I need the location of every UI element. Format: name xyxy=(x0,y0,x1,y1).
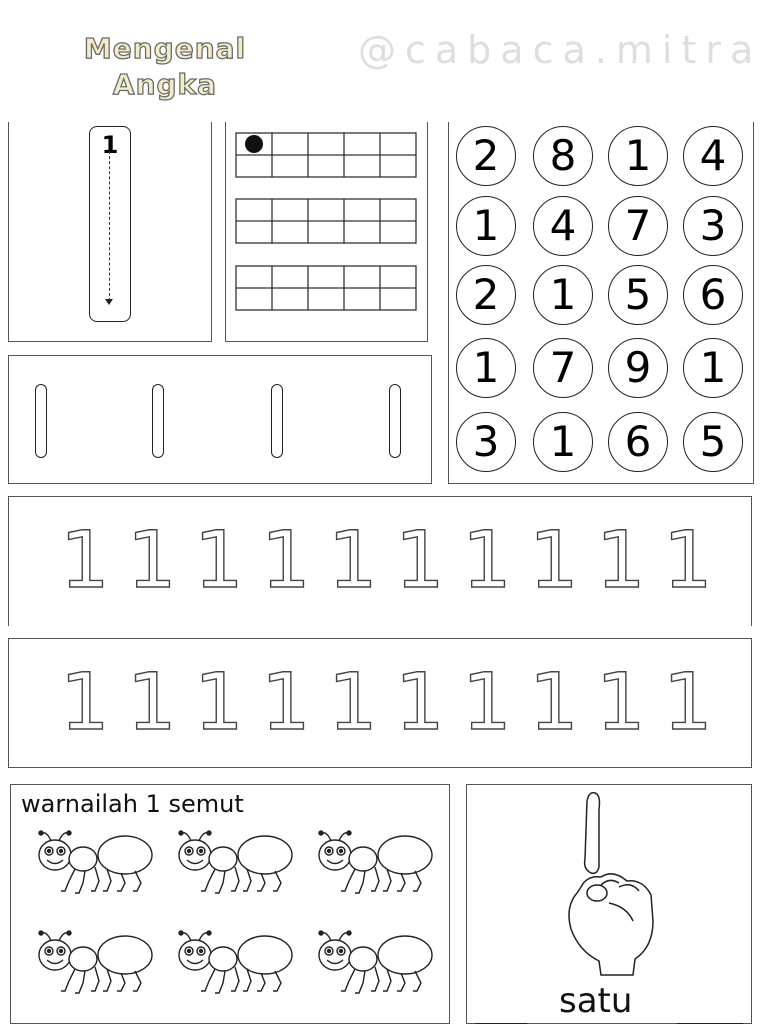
ant-drawing[interactable] xyxy=(39,931,152,993)
circled-number[interactable]: 9 xyxy=(608,338,668,398)
traceable-digit[interactable]: 1 xyxy=(663,516,713,606)
circled-number[interactable]: 8 xyxy=(533,126,593,186)
traceable-digit[interactable]: 1 xyxy=(328,516,378,606)
slot[interactable] xyxy=(35,384,47,458)
trace-card xyxy=(89,126,131,322)
traceable-digit[interactable]: 1 xyxy=(529,516,579,606)
circled-number[interactable]: 1 xyxy=(533,265,593,325)
counter-dot xyxy=(245,135,263,153)
trace-guide-line xyxy=(109,151,110,301)
circled-number[interactable]: 3 xyxy=(683,196,743,256)
circled-number[interactable]: 4 xyxy=(683,126,743,186)
circled-number[interactable]: 2 xyxy=(456,265,516,325)
ant-drawing[interactable] xyxy=(179,831,292,893)
traceable-digit[interactable]: 1 xyxy=(462,516,512,606)
circled-number[interactable]: 3 xyxy=(456,412,516,472)
traceable-digit[interactable]: 1 xyxy=(60,516,110,606)
ants-grid xyxy=(11,821,449,1021)
circled-number[interactable]: 1 xyxy=(683,338,743,398)
number-word: satu xyxy=(559,981,633,1021)
ant-drawing[interactable] xyxy=(319,831,432,893)
page-title-line1: Mengenal xyxy=(83,32,247,65)
slot[interactable] xyxy=(271,384,283,458)
digit-trace-box xyxy=(8,122,212,342)
traceable-digit[interactable]: 1 xyxy=(663,658,713,748)
circled-number[interactable]: 5 xyxy=(608,265,668,325)
traceable-digit[interactable]: 1 xyxy=(328,658,378,748)
traceable-digit[interactable]: 1 xyxy=(596,658,646,748)
circled-number[interactable]: 1 xyxy=(608,126,668,186)
ants-box xyxy=(10,784,450,1024)
traceable-digit[interactable]: 1 xyxy=(529,658,579,748)
page-title-line2: Angka xyxy=(112,68,218,101)
circled-number[interactable]: 4 xyxy=(533,196,593,256)
circled-number[interactable]: 7 xyxy=(533,338,593,398)
traceable-digit[interactable]: 1 xyxy=(261,658,311,748)
traceable-digit[interactable]: 1 xyxy=(261,516,311,606)
tracing-row-2-digits xyxy=(8,638,752,768)
hand-one-finger-icon xyxy=(557,789,667,979)
finger-box xyxy=(466,784,752,1024)
slot[interactable] xyxy=(389,384,401,458)
traceable-digit[interactable]: 1 xyxy=(462,658,512,748)
tracing-row-1-digits xyxy=(8,496,752,626)
traceable-digit[interactable]: 1 xyxy=(194,658,244,748)
arrow-down-icon xyxy=(105,299,113,305)
watermark: @cabaca.mitra xyxy=(358,28,763,72)
circled-number[interactable]: 6 xyxy=(683,265,743,325)
trace-card-number: 1 xyxy=(101,131,119,159)
ant-drawing[interactable] xyxy=(319,931,432,993)
circled-number[interactable]: 2 xyxy=(456,126,516,186)
slots-box xyxy=(8,355,432,484)
circled-number[interactable]: 5 xyxy=(683,412,743,472)
ten-frames xyxy=(234,132,418,314)
traceable-digit[interactable]: 1 xyxy=(127,516,177,606)
traceable-digit[interactable]: 1 xyxy=(127,658,177,748)
traceable-digit[interactable]: 1 xyxy=(395,658,445,748)
traceable-digit[interactable]: 1 xyxy=(596,516,646,606)
slot[interactable] xyxy=(152,384,164,458)
circled-number[interactable]: 1 xyxy=(533,412,593,472)
traceable-digit[interactable]: 1 xyxy=(395,516,445,606)
traceable-digit[interactable]: 1 xyxy=(60,658,110,748)
ants-instruction: warnailah 1 semut xyxy=(21,790,244,818)
ant-drawing[interactable] xyxy=(39,831,152,893)
circled-number[interactable]: 7 xyxy=(608,196,668,256)
circled-number[interactable]: 6 xyxy=(608,412,668,472)
ant-drawing[interactable] xyxy=(179,931,292,993)
circled-number[interactable]: 1 xyxy=(456,196,516,256)
traceable-digit[interactable]: 1 xyxy=(194,516,244,606)
ten-frames-box xyxy=(225,122,428,342)
circled-number[interactable]: 1 xyxy=(456,338,516,398)
